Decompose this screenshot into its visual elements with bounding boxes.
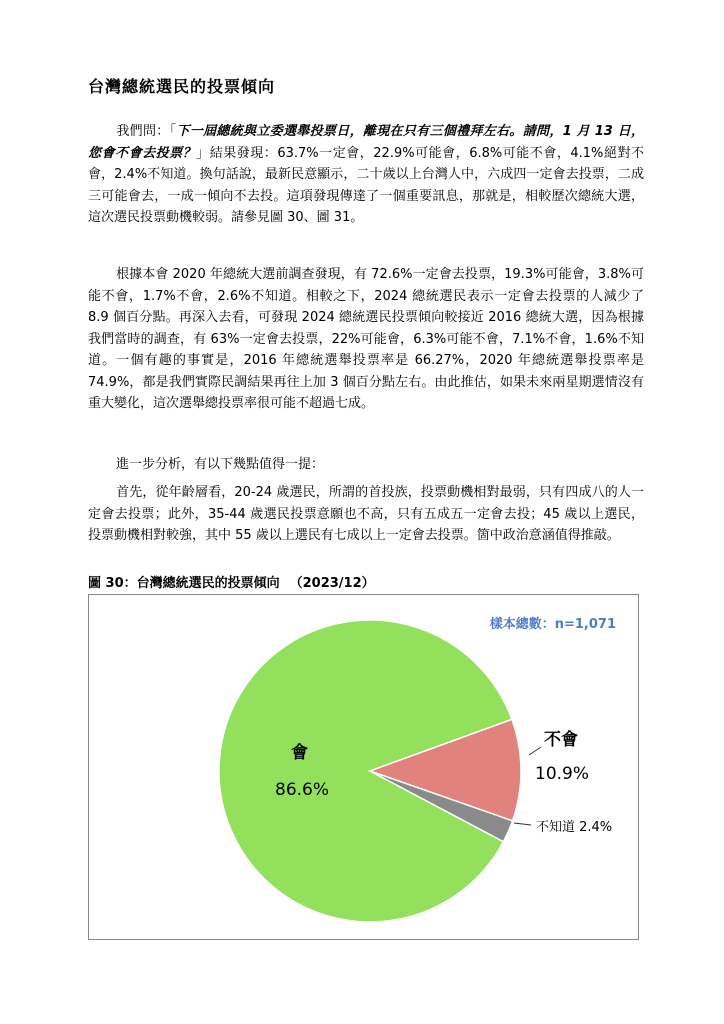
figure-date: （2023/12） <box>289 576 375 591</box>
slice-value-yes: 86.6% <box>275 780 330 800</box>
survey-question: 下一屆總統與立委選舉投票日，離現在只有三個禮拜左右。請問，1 月 13 日，您會不會去投票？ <box>88 124 644 161</box>
slice-label-no: 不會 <box>544 730 578 750</box>
paragraph-4 <box>88 482 644 547</box>
figure-caption-text: 圖 30：台灣總統選民的投票傾向 <box>88 576 280 591</box>
paragraph-4-text: 首先，從年齡層看，20-24 歲選民，所謂的首投族，投票動機相對最弱，只有四成八的人一定會去投票；此外，35-44 歲選民投票意願也不高，只有五成五一定會去投；45 歲以上選民，投票動機相對較強，其中 55 歲以上選民有七成以上一定會去投票。箇中政治意涵值得推敲。 <box>88 485 644 543</box>
figure-caption <box>88 572 375 591</box>
paragraph-2-text: 根據本會 2020 年總統大選前調查發現，有 72.6%一定會去投票，19.3%可能會，3.8%可能不會，1.7%不會，2.6%不知道。相較之下，2024 總統選民表示一定會去投票的人減少了 8.9 個百分點。再深入去看，可發現 2024 總統選民投票傾向較接近 2016 總統大選，因為根據我們當時的調查，有 63%一定會去投票，22%可能會，6.3%可能不會，7.1%不會，1.6%不知道。一個有趣的事實是，2016 年總統選舉投票率是 66.27%，2020 年總統選舉投票率是 74.9%，都是我們實際民調結果再往上加 3 個百分點左右。由此推估，如果未來兩星期選情沒有重大變化，這次選舉總投票率很可能不超過七成。 <box>88 267 644 411</box>
paragraph-1 <box>88 121 644 229</box>
sample-size-label: 樣本總數：n=1,071 <box>489 617 616 632</box>
page-title: 台灣總統選民的投票傾向 <box>88 77 276 96</box>
pie-chart-frame <box>88 594 639 940</box>
paragraph-2 <box>88 264 644 415</box>
slice-value-no: 10.9% <box>535 764 590 784</box>
pie-chart <box>89 595 640 941</box>
paragraph-1-post: 」結果發現：63.7%一定會，22.9%可能會，6.8%可能不會，4.1%絕對不會，2.4%不知道。換句話說，最新民意顯示，二十歲以上台灣人中，六成四一定會去投票，二成三可能會去，一成一傾向不去投。這項發現傳達了一個重要訊息，那就是，相較歷次總統大選，這次選民投票動機較弱。請參見圖 30、圖 31。 <box>88 145 644 225</box>
leader-line-no <box>529 747 541 755</box>
paragraph-3-text: 進一步分析，有以下幾點值得一提： <box>116 457 325 472</box>
leader-line-unknown <box>514 823 531 825</box>
paragraph-1-pre: 我們問：「 <box>116 124 177 139</box>
slice-label-yes: 會 <box>291 743 308 763</box>
paragraph-3 <box>88 454 644 476</box>
slice-label-unknown: 不知道 2.4% <box>536 820 613 835</box>
